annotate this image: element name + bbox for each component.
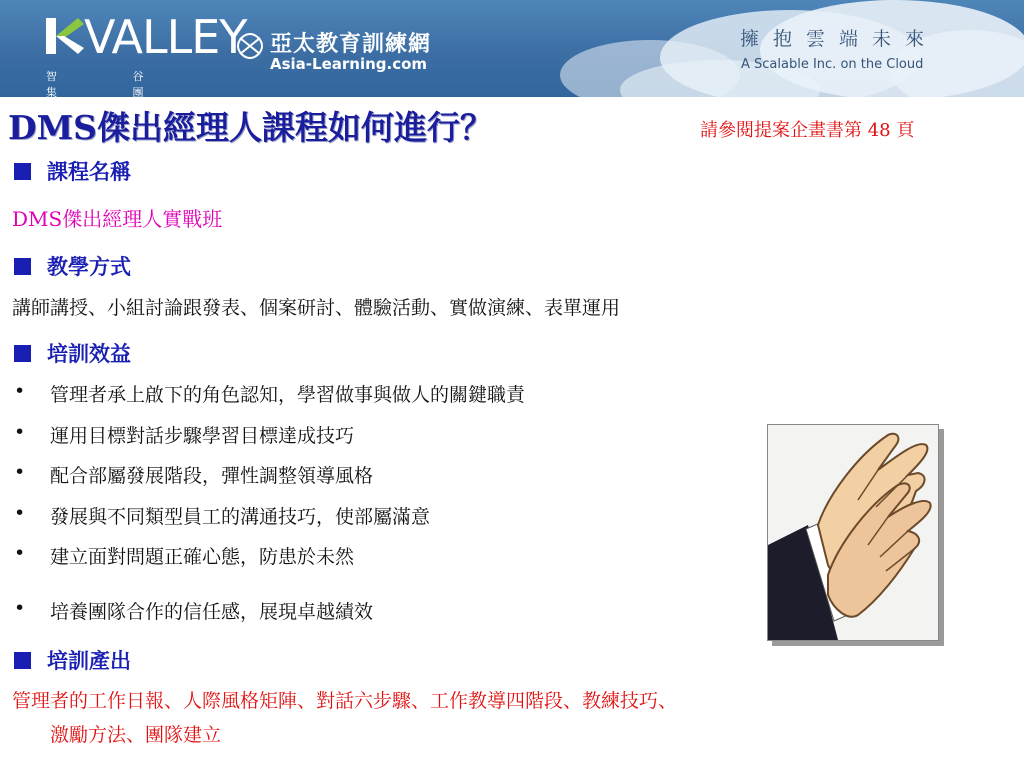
slogan-chinese: 擁抱雲端未來 (740, 28, 939, 50)
section-label: 培訓產出 (47, 648, 131, 673)
list-item: • 發展與不同類型員工的溝通技巧，使部屬滿意 (14, 502, 431, 528)
square-bullet-icon (14, 163, 31, 180)
square-bullet-icon (14, 258, 31, 275)
course-name-value: DMS傑出經理人實戰班 (12, 207, 223, 231)
bullet-dot-icon: • (14, 597, 26, 619)
list-item: • 運用目標對話步驟學習目標達成技巧 (14, 421, 355, 447)
slogan-english: A Scalable Inc. on the Cloud (741, 57, 924, 72)
square-bullet-icon (14, 652, 31, 669)
valley-logo (0, 0, 247, 97)
clapping-hands-image (767, 424, 939, 641)
section-label: 課程名稱 (47, 159, 131, 184)
section-label: 培訓效益 (47, 341, 131, 366)
outputs-line-2: 激勵方法、團隊建立 (50, 724, 222, 746)
bullet-dot-icon: • (14, 461, 26, 483)
bullet-dot-icon: • (14, 380, 26, 402)
section-teaching-method (14, 251, 131, 281)
valley-k-logo-icon (44, 14, 86, 58)
asia-learning-url: Asia-Learning.com (270, 55, 428, 73)
bullet-dot-icon: • (14, 421, 26, 443)
section-outputs (14, 645, 131, 675)
valley-logo-text: VALLEY (84, 10, 247, 64)
list-item: • 配合部屬發展階段，彈性調整領導風格 (14, 461, 374, 487)
square-bullet-icon (14, 345, 31, 362)
asia-learning-chinese-name: 亞太教育訓練網 (270, 32, 432, 57)
proposal-reference: 請參閱提案企畫書第 48 頁 (700, 120, 915, 141)
header-banner (0, 0, 1024, 97)
section-course-name (14, 156, 131, 186)
list-item: • 培養團隊合作的信任感，展現卓越績效 (14, 597, 374, 623)
list-item: • 管理者承上啟下的角色認知，學習做事與做人的關鍵職責 (14, 380, 526, 406)
asia-learning-logo-icon (232, 30, 268, 62)
outputs-line-1: 管理者的工作日報、人際風格矩陣、對話六步驟、工作教導四階段、教練技巧、 (12, 690, 678, 712)
section-benefits (14, 338, 131, 368)
valley-logo-subtitle: 智 谷 集 團 (46, 70, 180, 97)
bullet-dot-icon: • (14, 502, 26, 524)
clapping-hands-icon (768, 425, 938, 640)
bullet-dot-icon: • (14, 542, 26, 564)
teaching-method-value: 講師講授、小組討論跟發表、個案研討、體驗活動、實做演練、表單運用 (12, 297, 621, 319)
list-item: • 建立面對問題正確心態，防患於未然 (14, 542, 355, 568)
slide-title: DMS傑出經理人課程如何進行？ (8, 108, 493, 147)
section-label: 教學方式 (47, 254, 131, 279)
